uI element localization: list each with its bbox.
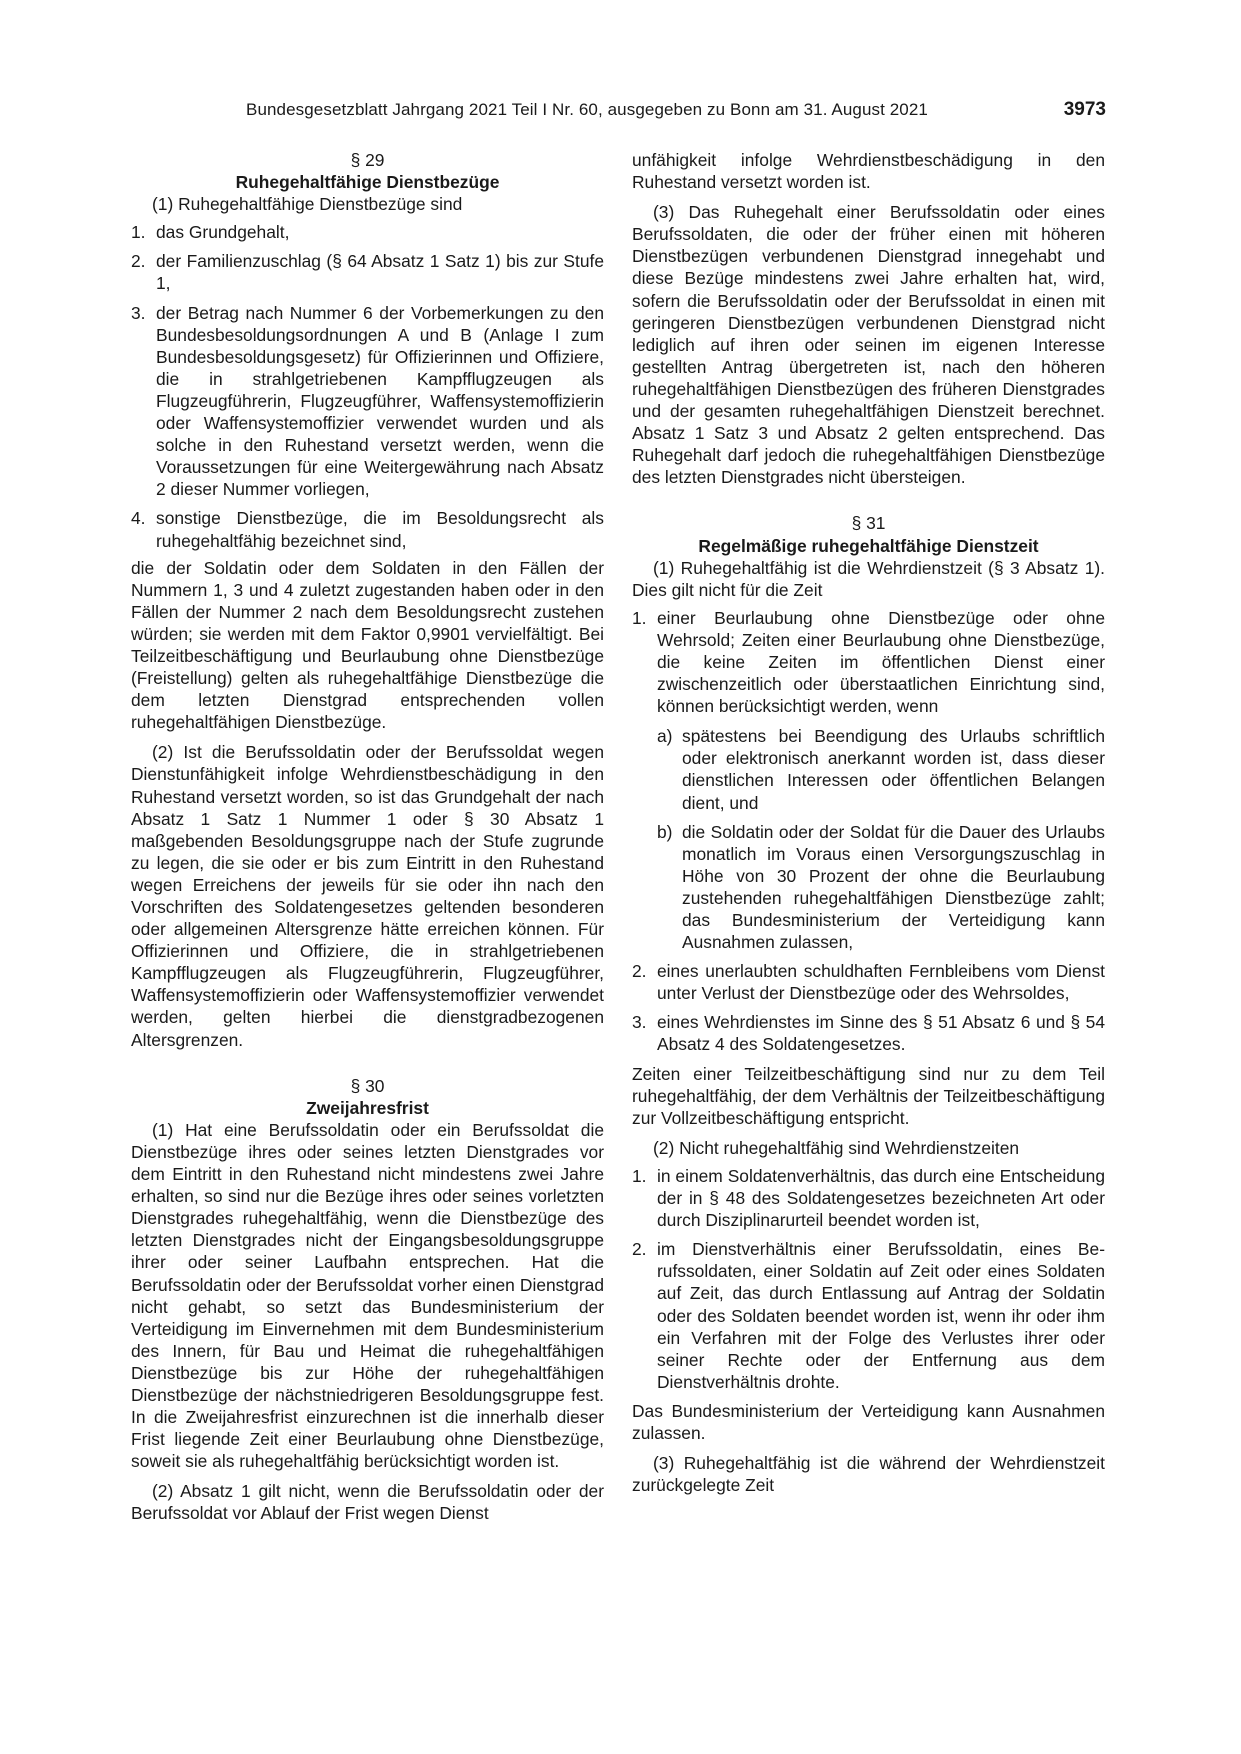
list-item [632, 1165, 1105, 1231]
section-31-paragraph-1-continued: Zeiten einer Teilzeitbeschäftigung sind nur zu dem Teil ruhegehaltfähig, der dem Verhältnis der Teilzeitbeschäftigung zur Vollzeitbeschäftigung entspricht. [632, 1063, 1105, 1128]
right-column [632, 149, 1105, 1496]
sub-list-item-text: spätestens bei Beendigung des Urlaubs schriftlich oder elektronisch anerkannt worden ist, dass dieser dienstlichen Interessen oder öffentlichen Belangen dient, und [682, 726, 1105, 813]
list-item-text: im Dienstverhältnis einer Berufssoldatin, eines Berufssoldaten, einer Soldatin auf Zeit oder eines Soldaten auf Zeit, das durch Entlassung auf Antrag der Soldatin oder des Soldaten beendet worden ist, wenn ihr oder ihm ein Verfahren mit der Folge des Verlustes ihrer oder seiner Rechte oder der Entfernung aus dem Dienstverhältnis drohte. [657, 1239, 1105, 1392]
list-item-number: 2. [632, 1239, 647, 1260]
section-30-paragraph-2-continued: unfähigkeit infolge Wehrdienstbeschädigung in den Ruhestand versetzt worden ist. [632, 150, 1105, 193]
sub-list-item-letter: b) [657, 821, 673, 842]
section-31-list [632, 607, 1105, 1056]
section-30-number: § 30 [350, 1075, 385, 1096]
list-item-text: sonstige Dienstbezüge, die im Besoldungsrecht als ruhegehaltfähig bezeichnet sind, [156, 508, 604, 551]
list-item [131, 507, 604, 551]
list-item-text: das Grundgehalt, [156, 222, 290, 243]
section-31-paragraph-2: (2) Nicht ruhegehaltfähig sind Wehrdienstzeiten [653, 1137, 1020, 1158]
section-29-title: Ruhegehaltfähige Dienstbezüge [235, 172, 500, 193]
section-29-number: § 29 [350, 150, 385, 170]
list-item [131, 250, 604, 294]
section-31-paragraph-2-list [632, 1165, 1105, 1393]
section-30-paragraph-3: (3) Das Ruhegehalt einer Berufssoldatin oder eines Berufssoldaten, die oder der früher einen mit höheren Dienstbezügen verbundenen Dienstgrad innegehabt und diese Bezüge mindestens zwei Jahre erhalten hat, wird, sofern die Berufssoldatin oder der Berufssoldat in einen mit geringeren Dienstbezügen verbundenen Dienstgrad nicht lediglich auf ihren oder seinen im eigenen Interesse gestellten Antrag übergetreten ist, nach den höheren ruhegehaltfähigen Dienstbezügen des früheren Dienstgrades und der gesamten ruhegehaltfähigen Dienstzeit berechnet. Absatz 1 Satz 3 und Absatz 2 gelten entsprechend. Das Ruhegehalt darf jedoch die ruhegehaltfähigen Dienstbezüge des letzten Dienstgrades nicht übersteigen. [632, 202, 1105, 488]
section-30-paragraph-1: (1) Hat eine Berufssoldatin oder ein Berufssoldat die Dienstbezüge ihres oder seines letzten Dienstgrades vor dem Eintritt in den Ruhestand nicht mindestens zwei Jahre erhalten, so sind nur die Bezüge ihres oder seines vorletzten Dienstgrades ruhegehaltfähig, wenn die Dienstbezüge des letzten Dienstgrades nicht der Eingangsbesoldungsgruppe ihrer oder seiner Laufbahn entsprechen. Hat die Berufssoldatin oder der Berufssoldat vorher einen Dienstgrad nicht gehabt, so setzt das Bundesministerium der Verteidigung im Einvernehmen mit dem Bundesministerium des Innern, für Bau und Heimat die ruhegehaltfähigen Dienstbezüge bis zur Höhe der ruhegehaltfähigen Dienstbezüge der nächstniedrigeren Besoldungsgruppe fest. In die Zweijahresfrist einzurechnen ist die innerhalb dieser Frist liegende Zeit einer Beurlaubung ohne Dienstbezüge, soweit sie als ruhegehaltfähig berücksichtigt worden ist. [131, 1119, 604, 1472]
left-column [131, 149, 604, 1525]
section-30-paragraph-2: (2) Absatz 1 gilt nicht, wenn die Berufssoldatin oder der Berufssoldat vor Ablauf der Frist wegen Dienst [131, 1481, 604, 1524]
sub-list-item-letter: a) [657, 726, 673, 747]
list-item-number: 3. [632, 1012, 647, 1033]
list-item [632, 607, 1105, 953]
sub-list-item [657, 821, 1105, 954]
list-item [632, 1011, 1105, 1055]
section-29-list [131, 221, 604, 551]
list-item-number: 2. [131, 251, 146, 272]
section-29-paragraph-1-continued: die der Soldatin oder dem Soldaten in den Fällen der Nummern 1, 3 und 4 zuletzt zugestanden haben oder in den Fällen der Nummer 2 nach dem Besoldungsrecht zustehen würden; sie werden mit dem Faktor 0,9901 vervielfältigt. Bei Teilzeitbeschäftigung und Beurlaubung ohne Dienstbezüge (Freistellung) gelten als ruhegehaltfähige Dienstbezüge die dem letzten Dienstgrad entsprechenden vollen ruhegehaltfähigen Dienstbezüge. [131, 557, 604, 733]
list-item [131, 221, 604, 243]
list-item [632, 960, 1105, 1004]
section-29-paragraph-2: (2) Ist die Berufssoldatin oder der Berufssoldat wegen Dienstunfähigkeit infolge Wehrdienstbeschädigung in den Ruhestand versetzt worden, so ist das Grundgehalt der nach Absatz 1 Satz 1 Nummer 1 oder § 30 Absatz 1 maßgebenden Besoldungsgruppe nach der Stufe zugrunde zu legen, die sie oder er bis zum Eintritt in den Ruhestand wegen Erreichens der jeweils für sie oder ihn nach den Vorschriften des Soldatengesetzes geltenden besonderen oder allgemeinen Altersgrenze hätte erreichen können. Für Offizierinnen und Offiziere, die in strahlgetriebenen Kampfflugzeugen als Flugzeugführerin, Flugzeugführer, Waffensystemoffizierin oder Waffensystemoffizier verwendet werden, gelten hierbei die dienstgradbezogenen Altersgrenzen. [131, 742, 604, 1050]
list-item-number: 1. [632, 607, 647, 628]
sub-list [657, 725, 1105, 953]
section-30-title: Zweijahresfrist [306, 1097, 429, 1118]
page-number: 3973 [1063, 99, 1106, 120]
list-item-text: der Betrag nach Nummer 6 der Vorbemerkungen zu den Bundesbesoldungsordnungen A und B (Anlage I zum Bundesbesoldungsgesetz) für Offizierinnen und Offiziere, die in strahlgetriebenen Kampfflugzeugen als Flugzeugführerin, Flugzeugführer, Waffensystemoffizierin oder Waffensystemoffizier verwendet wurden und als solche in den Ruhestand versetzt werden, wenn die Voraussetzungen für eine Weitergewährung nach Absatz 2 dieser Nummer vorliegen, [156, 302, 604, 500]
section-31-title: Regelmäßige ruhegehaltfähige Dienstzeit [698, 535, 1039, 556]
section-29-paragraph-1: (1) Ruhegehaltfähige Dienstbezüge sind [152, 194, 463, 215]
section-31-paragraph-1: (1) Ruhegehaltfähig ist die Wehrdienstzeit (§ 3 Absatz 1). Dies gilt nicht für die Zeit [632, 557, 1105, 600]
running-header: Bundesgesetzblatt Jahrgang 2021 Teil I Nr. 60, ausgegeben zu Bonn am 31. August 2021 [246, 100, 928, 119]
section-31-number: § 31 [851, 513, 886, 534]
list-item [632, 1238, 1105, 1393]
list-item-number: 1. [632, 1165, 647, 1186]
sub-list-item [657, 725, 1105, 813]
page-header [132, 100, 1106, 126]
list-item-number: 2. [632, 961, 647, 982]
list-item-text: eines unerlaubten schuldhaften Fernbleibens vom Dienst unter Verlust der Dienstbezüge oder des Wehrsoldes, [657, 961, 1105, 1004]
list-item-number: 4. [131, 508, 146, 529]
list-item-text: in einem Soldatenverhältnis, das durch eine Entscheidung der in § 48 des Soldatengesetzes bezeichneten Art oder durch Disziplinarurteil beendet worden ist, [657, 1165, 1105, 1231]
list-item-text: einer Beurlaubung ohne Dienstbezüge oder ohne Wehrsold; Zeiten einer Beurlaubung ohne Dienstbezüge, die keine Zeiten im öffentlichen Dienst einer zwischenzeitlich oder überstaatlichen Einrichtung sind, können berücksichtigt werden, wenn [657, 607, 1105, 717]
section-31-paragraph-3: (3) Ruhegehaltfähig ist die während der Wehrdienstzeit zurückgelegte Zeit [632, 1453, 1105, 1496]
list-item-text: eines Wehrdienstes im Sinne des § 51 Absatz 6 und § 54 Absatz 4 des Soldatengesetzes. [657, 1012, 1105, 1055]
sub-list-item-text: die Soldatin oder der Soldat für die Dauer des Urlaubs monatlich im Voraus einen Versorgungszuschlag in Höhe von 30 Prozent der ohne die Beurlaubung zustehenden ruhegehaltfähigen Dienstbezüge zahlt; das Bundesministerium der Verteidigung kann Ausnahmen zulassen, [682, 821, 1105, 953]
list-item [131, 302, 604, 501]
list-item-number: 3. [131, 302, 146, 323]
section-31-paragraph-2-continued: Das Bundesministerium der Verteidigung kann Ausnahmen zulassen. [632, 1400, 1105, 1443]
list-item-number: 1. [131, 222, 146, 243]
list-item-text: der Familienzuschlag (§ 64 Absatz 1 Satz 1) bis zur Stufe 1, [156, 251, 604, 294]
